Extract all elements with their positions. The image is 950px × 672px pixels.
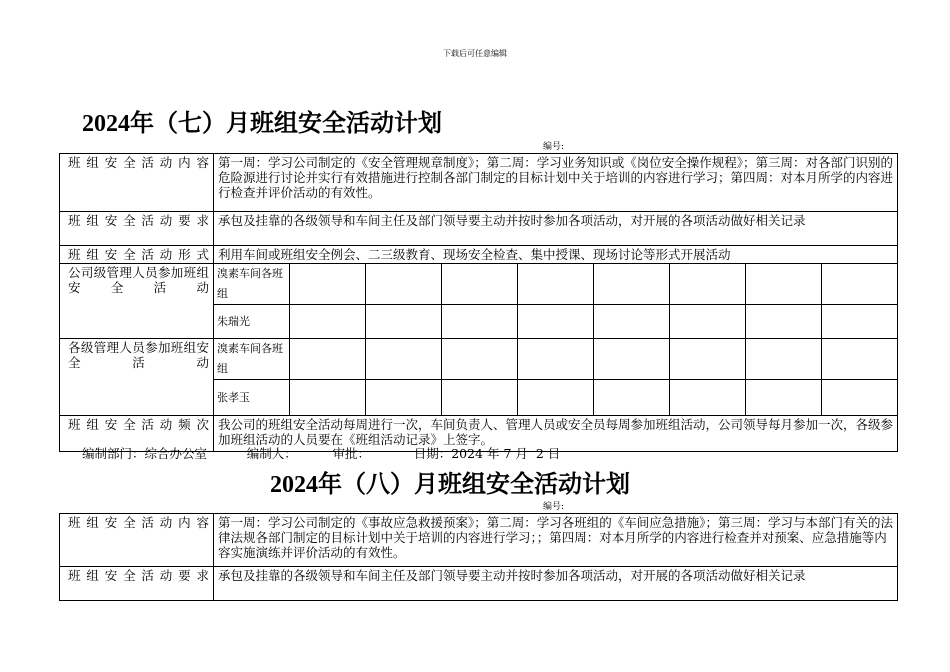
empty-cell (518, 380, 594, 416)
empty-cell (746, 380, 822, 416)
table-row (60, 567, 898, 601)
empty-cell (518, 339, 594, 380)
empty-cell (290, 339, 366, 380)
empty-cell (822, 305, 898, 339)
row-label-form: 班组安全活动形式 (60, 246, 214, 264)
empty-cell (670, 380, 746, 416)
empty-cell (594, 305, 670, 339)
person-cell: 张孝玉 (214, 380, 290, 416)
row-label-requirement: 班组安全活动要求 (60, 212, 214, 246)
row-text-frequency: 我公司的班组安全活动每周进行一次，车间负责人、管理人员或安全员每周参加班组活动，公司领导每月参加一次，各级参加班组活动的人员要在《班组活动记录》上签字。 (214, 416, 898, 452)
empty-cell (290, 380, 366, 416)
person-cell: 朱瑞光 (214, 305, 290, 339)
table-row (60, 264, 898, 305)
row-text-content: 第一周：学习公司制定的《事故应急救援预案》；第二周：学习各班组的《车间应急措施》；第三周：学习与本部门有关的法律法规各部门制定的目标计划中关于培训的内容进行学习；；第四周：对本月所学的内容进行检查并对预案、应急措施等内容实施演练并评价活动的有效性。 (214, 514, 898, 567)
empty-cell (442, 305, 518, 339)
empty-cell (670, 339, 746, 380)
empty-cell (670, 264, 746, 305)
row-label-frequency: 班组安全活动频次 (60, 416, 214, 452)
empty-cell (822, 380, 898, 416)
empty-cell (746, 305, 822, 339)
empty-cell (670, 305, 746, 339)
empty-cell (822, 339, 898, 380)
empty-cell (518, 305, 594, 339)
plan-table-august (59, 513, 898, 601)
page-title-july: 2024年（七）月班组安全活动计划 (82, 111, 442, 137)
row-text-form: 利用车间或班组安全例会、二三级教育、现场安全检查、集中授课、现场讨论等形式开展活动 (214, 246, 898, 264)
row-text-requirement: 承包及挂靠的各级领导和车间主任及部门领导要主动并按时参加各项活动，对开展的各项活动做好相关记录 (214, 567, 898, 601)
empty-cell (366, 305, 442, 339)
row-label-requirement: 班组安全活动要求 (60, 567, 214, 601)
table-row (60, 339, 898, 380)
page-title-august: 2024年（八）月班组安全活动计划 (270, 472, 630, 498)
footer-sign-line: 编制部门：综合办公室 编制人： 审批： 日期：2024 年 7 月 2 日 (82, 446, 561, 461)
header-note: 下载后可任意编辑 (443, 49, 507, 58)
row-label-company-level: 公司级管理人员参加班组安全活动 (60, 264, 214, 339)
empty-cell (290, 305, 366, 339)
empty-cell (442, 380, 518, 416)
serial-number-label-july: 编号: (543, 142, 565, 152)
empty-cell (746, 339, 822, 380)
row-text-content: 第一周：学习公司制定的《安全管理规章制度》；第二周：学习业务知识或《岗位安全操作规程》；第三周：对各部门识别的危险源进行讨论并实行有效措施进行控制各部门制定的目标计划中关于培训的内容进行学习；第四周：对本月所学的内容进行检查并评价活动的有效性。 (214, 154, 898, 212)
empty-cell (594, 380, 670, 416)
empty-cell (746, 264, 822, 305)
empty-cell (366, 339, 442, 380)
empty-cell (518, 264, 594, 305)
serial-number-label-august: 编号: (543, 502, 565, 512)
empty-cell (290, 264, 366, 305)
empty-cell (822, 264, 898, 305)
empty-cell (366, 264, 442, 305)
row-label-content: 班组安全活动内容 (60, 514, 214, 567)
table-row (60, 212, 898, 246)
table-row (60, 154, 898, 212)
empty-cell (594, 264, 670, 305)
empty-cell (366, 380, 442, 416)
plan-table-july (59, 153, 898, 452)
empty-cell (442, 264, 518, 305)
table-row (60, 514, 898, 567)
empty-cell (594, 339, 670, 380)
row-text-requirement: 承包及挂靠的各级领导和车间主任及部门领导要主动并按时参加各项活动，对开展的各项活动做好相关记录 (214, 212, 898, 246)
row-label-all-levels: 各级管理人员参加班组安全活动 (60, 339, 214, 416)
group-cell: 溴素车间各班组 (214, 339, 290, 380)
row-label-content: 班组安全活动内容 (60, 154, 214, 212)
table-row (60, 246, 898, 264)
empty-cell (442, 339, 518, 380)
group-cell: 溴素车间各班组 (214, 264, 290, 305)
